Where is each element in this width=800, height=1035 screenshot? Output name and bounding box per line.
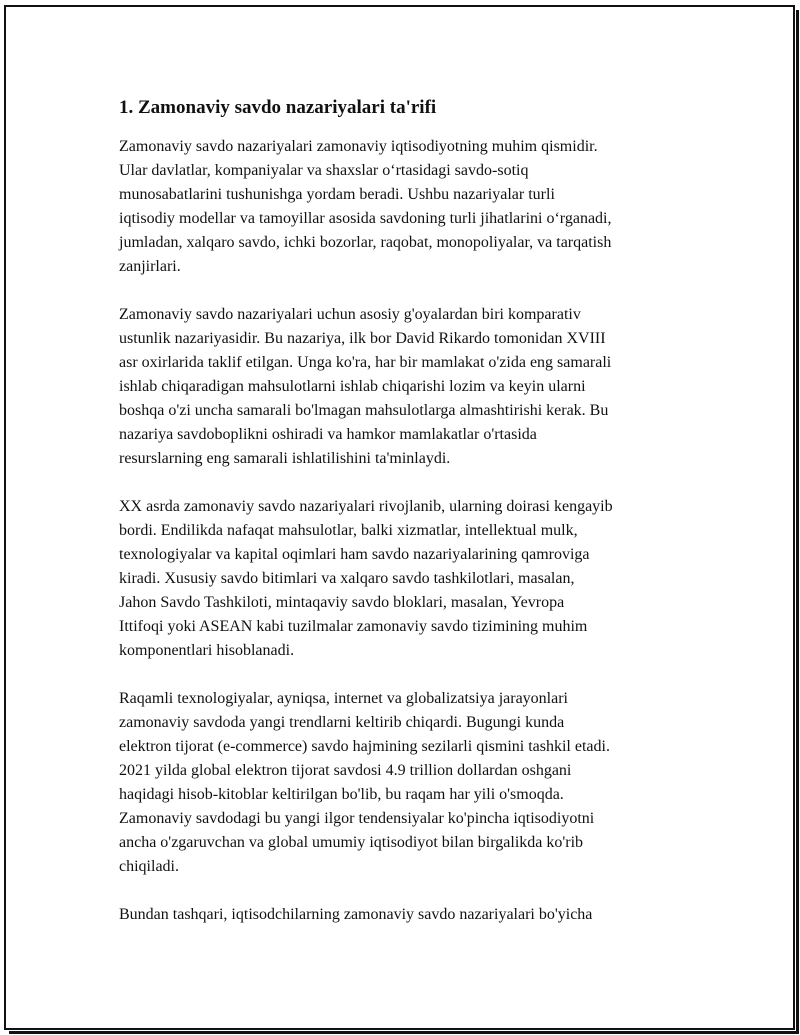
- paragraph-3: XX asrda zamonaviy savdo nazariyalari rivojlanib, ularning doirasi kengayib bordi. Endilikda nafaqat mahsulotlar, balki xizmatlar, intellektual mulk, texnologiyalar va kapital oqimlari ham savdo nazariyalarining qamroviga kiradi. Xususiy savdo bitimlari va xalqaro savdo tashkilotlari, masalan, Jahon Savdo Tashkiloti, mintaqaviy savdo bloklari, masalan, Yevropa Ittifoqi yoki ASEAN kabi tuzilmalar zamonaviy savdo tizimining muhim komponentlari hisoblanadi.: [119, 498, 613, 659]
- paragraph-1: Zamonaviy savdo nazariyalari zamonaviy iqtisodiyotning muhim qismidir. Ular davlatlar, kompaniyalar va shaxslar o‘rtasidagi savdo-sotiq munosabatlarini tushunishga yordam beradi. Ushbu nazariyalar turli iqtisodiy modellar va tamoyillar asosida savdoning turli jihatlarini o‘rganadi, jumladan, xalqaro savdo, ichki bozorlar, raqobat, monopoliyalar, va tarqatish zanjirlari.: [119, 138, 612, 275]
- paragraph-2: Zamonaviy savdo nazariyalari uchun asosiy g'oyalardan biri komparativ ustunlik nazariyasidir. Bu nazariya, ilk bor David Rikardo tomonidan XVIII asr oxirlarida taklif etilgan. Unga ko'ra, har bir mamlakat o'zida eng samarali ishlab chiqaradigan mahsulotlarni ishlab chiqarishi lozim va keyin ularni boshqa o'zi uncha samarali bo'lmagan mahsulotlarga almashtirishi kerak. Bu nazariya savdoboplikni oshiradi va hamkor mamlakatlar o'rtasida resurslarning eng samarali ishlatilishini ta'minlaydi.: [119, 306, 612, 467]
- page-frame: [4, 5, 795, 1030]
- section-heading: 1. Zamonaviy savdo nazariyalari ta'rifi: [119, 97, 437, 118]
- document-body: [119, 95, 699, 951]
- paragraph-5: Bundan tashqari, iqtisodchilarning zamonaviy savdo nazariyalari bo'yicha: [119, 906, 593, 923]
- paragraph-4: Raqamli texnologiyalar, ayniqsa, internet va globalizatsiya jarayonlari zamonaviy savdoda yangi trendlarni keltirib chiqardi. Bugungi kunda elektron tijorat (e-commerce) savdo hajmining sezilarli qismini tashkil etadi. 2021 yilda global elektron tijorat savdosi 4.9 trillion dollardan oshgani haqidagi hisob-kitoblar keltirilgan bo'lib, bu raqam har yili o'smoqda. Zamonaviy savdodagi bu yangi ilgor tendensiyalar ko'pincha iqtisodiyotni ancha o'zgaruvchan va global umumiy iqtisodiyot bilan birgalikda ko'rib chiqiladi.: [119, 690, 610, 875]
